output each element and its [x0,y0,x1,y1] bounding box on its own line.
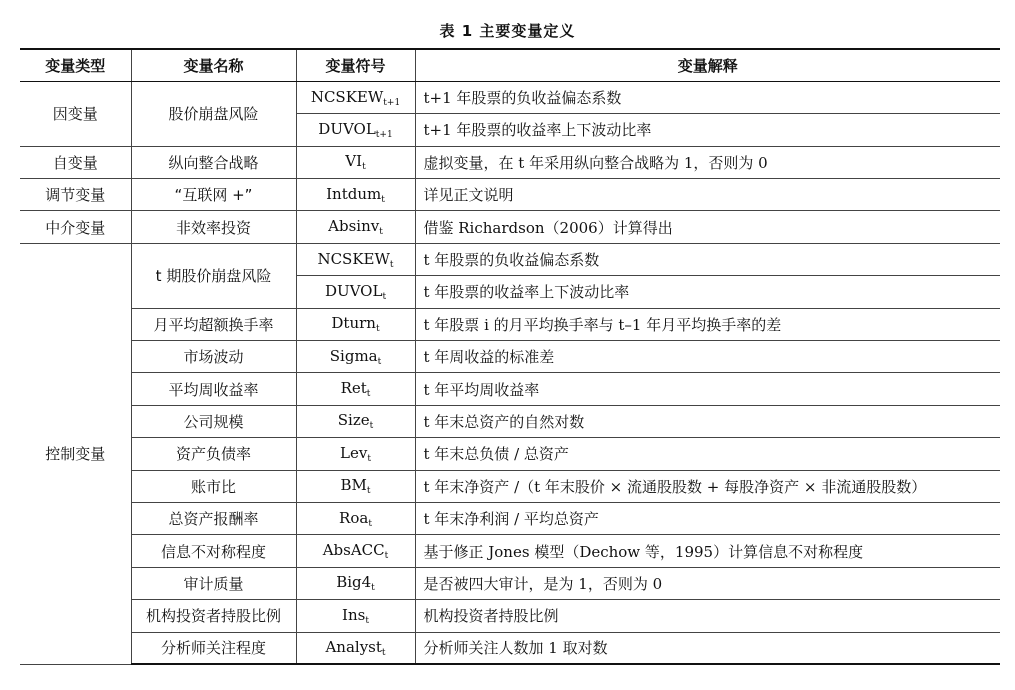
variable-name: 总资产报酬率 [131,502,296,534]
variable-symbol: Intdum$_t$ [296,179,415,211]
header-description: 变量解释 [415,49,1000,81]
table-row [20,405,1000,437]
variable-symbol: Ins$_t$ [296,600,415,632]
variable-symbol: Absinv$_t$ [296,211,415,243]
table-row [20,632,1000,664]
variable-description: t 年周收益的标准差 [415,341,1000,373]
variable-symbol: AbsACC$_t$ [296,535,415,567]
variable-description: t 年末总负债 / 总资产 [415,438,1000,470]
table-row [20,308,1000,340]
table-row [20,341,1000,373]
group-moderator: 调节变量 [20,179,131,211]
table-row [20,600,1000,632]
variable-symbol: $NCSKEW_{t+1}$ [296,81,415,113]
variable-name: 月平均超额换手率 [131,308,296,340]
variable-description: t 年股票的收益率上下波动比率 [415,276,1000,308]
variable-name: 信息不对称程度 [131,535,296,567]
variable-symbol: Lev$_t$ [296,438,415,470]
variable-name: 分析师关注程度 [131,632,296,664]
variable-name: t 期股价崩盘风险 [131,243,296,308]
variable-symbol: $VI_t$ [296,146,415,178]
variable-symbol: $NCSKEW_t$ [296,243,415,275]
variable-symbol: Size$_t$ [296,405,415,437]
variable-description: t 年平均周收益率 [415,373,1000,405]
variable-name: “互联网 +” [131,179,296,211]
variable-symbol: $DUVOL_t$ [296,276,415,308]
variable-name: 非效率投资 [131,211,296,243]
variable-description: t 年股票 i 的月平均换手率与 t–1 年月平均换手率的差 [415,308,1000,340]
variable-description: t+1 年股票的负收益偏态系数 [415,81,1000,113]
variable-name: 公司规模 [131,405,296,437]
group-dependent: 因变量 [20,81,131,146]
variable-description: 是否被四大审计，是为 1，否则为 0 [415,567,1000,599]
variable-name: 平均周收益率 [131,373,296,405]
variable-name: 股价崩盘风险 [131,81,296,146]
variable-description: 借鉴 Richardson（2006）计算得出 [415,211,1000,243]
table-row [20,211,1000,243]
table-row [20,438,1000,470]
variable-symbol: $Big4_t$ [296,567,415,599]
table-row [20,567,1000,599]
variable-symbol: Ret$_t$ [296,373,415,405]
header-symbol: 变量符号 [296,49,415,81]
variable-description: 分析师关注人数加 1 取对数 [415,632,1000,664]
variable-symbol: $DUVOL_{t+1}$ [296,114,415,146]
table-row [20,243,1000,275]
variable-symbol: Roa$_t$ [296,502,415,534]
variable-symbol: Analyst$_t$ [296,632,415,664]
variable-description: t 年末总资产的自然对数 [415,405,1000,437]
variable-name: 账市比 [131,470,296,502]
variable-symbol: $BM_t$ [296,470,415,502]
table-row [20,146,1000,178]
header-row [20,49,1000,81]
variable-description: t 年末净资产 /（t 年末股价 × 流通股股数 + 每股净资产 × 非流通股股数） [415,470,1000,502]
variable-name: 纵向整合战略 [131,146,296,178]
group-mediator: 中介变量 [20,211,131,243]
variable-name: 市场波动 [131,341,296,373]
variable-description: 虚拟变量，在 t 年采用纵向整合战略为 1，否则为 0 [415,146,1000,178]
variable-name: 资产负债率 [131,438,296,470]
group-independent: 自变量 [20,146,131,178]
variable-name: 审计质量 [131,567,296,599]
header-type: 变量类型 [20,49,131,81]
variable-description: t 年股票的负收益偏态系数 [415,243,1000,275]
variable-description: 基于修正 Jones 模型（Dechow 等，1995）计算信息不对称程度 [415,535,1000,567]
table-row [20,81,1000,113]
table-row [20,373,1000,405]
table-row [20,502,1000,534]
table-row [20,470,1000,502]
variable-name: 机构投资者持股比例 [131,600,296,632]
variable-definition-table [20,48,1000,665]
table-row [20,535,1000,567]
variable-description: 详见正文说明 [415,179,1000,211]
table-caption: 表 1 主要变量定义 [439,22,576,40]
table-row [20,179,1000,211]
variable-symbol: Sigma$_t$ [296,341,415,373]
group-control: 控制变量 [20,243,131,664]
variable-description: t 年末净利润 / 平均总资产 [415,502,1000,534]
variable-symbol: Dturn$_t$ [296,308,415,340]
variable-description: 机构投资者持股比例 [415,600,1000,632]
header-name: 变量名称 [131,49,296,81]
variable-description: t+1 年股票的收益率上下波动比率 [415,114,1000,146]
